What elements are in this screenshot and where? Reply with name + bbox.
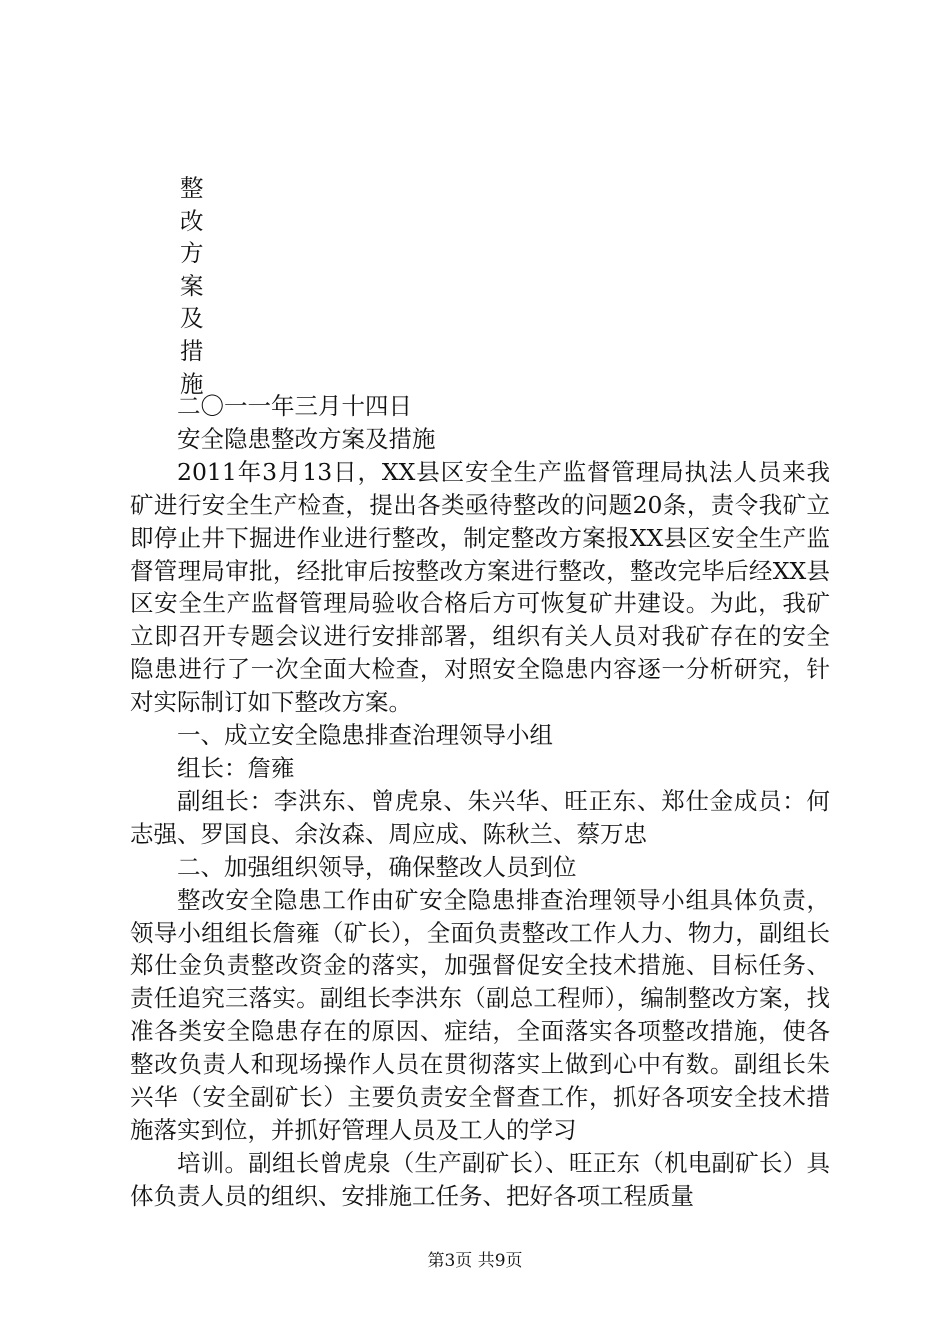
page-footer: 第3页 共9页: [427, 1251, 523, 1271]
vertical-title-char: 案: [180, 271, 204, 300]
vertical-title: [180, 172, 204, 400]
section-heading: 二、加强组织领导，确保整改人员到位: [177, 852, 577, 881]
vertical-title-char: 整: [180, 174, 204, 202]
document-heading: 安全隐患整改方案及措施: [177, 424, 436, 453]
document-body: [130, 390, 830, 1213]
vertical-title-char: 方: [180, 239, 204, 268]
paragraph: 培训。副组长曾虎泉（生产副矿长）、旺正东（机电副矿长）具体负责人员的组织、安排施工任务、把好各项工程质量: [130, 1148, 830, 1210]
paragraph: 副组长：李洪东、曾虎泉、朱兴华、旺正东、郑仕金成员：何志强、罗国良、余汝森、周应成、陈秋兰、蔡万忠: [130, 786, 830, 848]
section-heading: 一、成立安全隐患排查治理领导小组: [177, 721, 553, 750]
paragraph: 组长：詹雍: [177, 753, 295, 782]
paragraph: 整改安全隐患工作由矿安全隐患排查治理领导小组具体负责，领导小组组长詹雍（矿长），全面负责整改工作人力、物力，副组长郑仕金负责整改资金的落实，加强督促安全技术措施、目标任务、责任追究三落实。副组长李洪东（副总工程师），编制整改方案，找准各类安全隐患存在的原因、症结，全面落实各项整改措施，使各整改负责人和现场操作人员在贯彻落实上做到心中有数。副组长朱兴华（安全副矿长）主要负责安全督查工作，抓好各项安全技术措施落实到位，并抓好管理人员及工人的学习: [130, 885, 830, 1144]
date-line: 二〇一一年三月十四日: [177, 392, 412, 420]
paragraph: 2011年3月13日，XX县区安全生产监督管理局执法人员来我矿进行安全生产检查，提出各类亟待整改的问题20条，责令我矿立即停止井下掘进作业进行整改，制定整改方案报XX县区安全生产监督管理局审批，经批审后按整改方案进行整改，整改完毕后经XX县区安全生产监督管理局验收合格后方可恢复矿井建设。为此，我矿立即召开专题会议进行安排部署，组织有关人员对我矿存在的安全隐患进行了一次全面大检查，对照安全隐患内容逐一分析研究，针对实际制订如下整改方案。: [130, 457, 830, 717]
vertical-title-char: 施: [180, 369, 204, 398]
vertical-title-char: 及: [180, 304, 204, 333]
vertical-title-char: 措: [180, 336, 204, 365]
vertical-title-char: 改: [180, 206, 204, 235]
